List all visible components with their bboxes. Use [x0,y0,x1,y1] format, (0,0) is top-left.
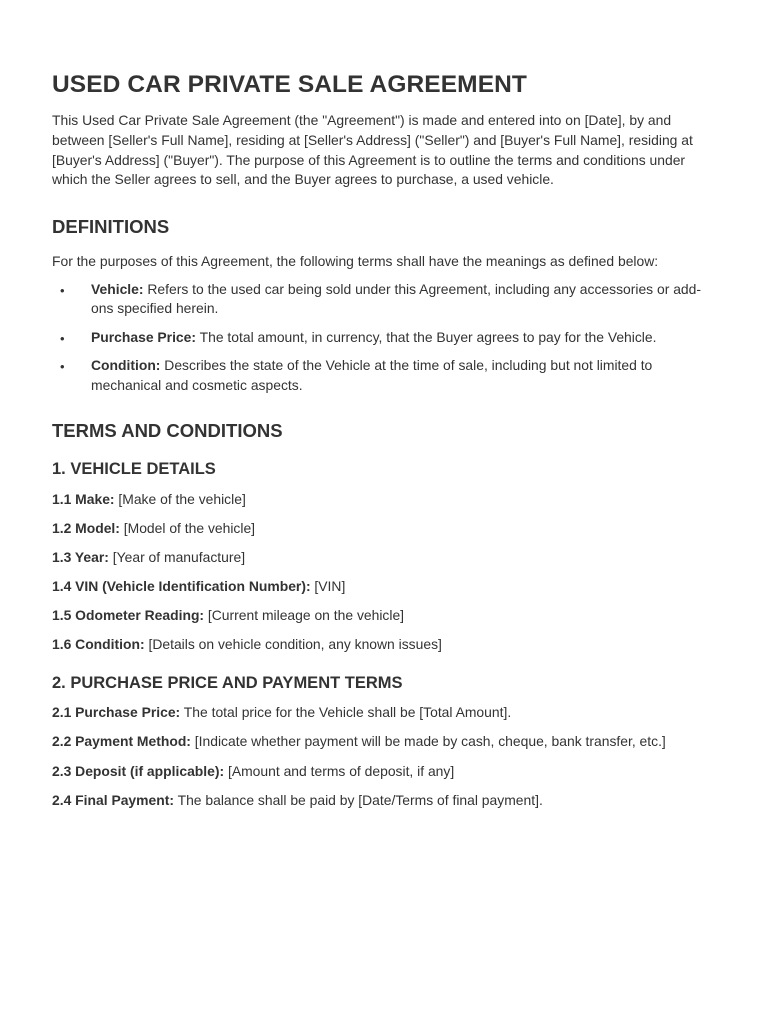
clause-item [52,606,718,626]
clause-item [52,635,718,655]
clause-item [52,762,718,782]
terms-heading: TERMS AND CONDITIONS [52,419,283,441]
intro-paragraph: This Used Car Private Sale Agreement (the "Agreement") is made and entered into on [Date], by and between [Seller's Full Name], residing at [Seller's Address] ("Seller") and [Buyer's Full Name], residing at [Buyer's Address] ("Buyer"). The purpose of this Agreement is to outline the terms and conditions under which the Seller agrees to sell, and the Buyer agrees to purchase, a used vehicle. [52,112,693,188]
clause-item [52,490,718,510]
clause-item [52,732,718,752]
definition-text: Describes the state of the Vehicle at the time of sale, including but not limited to mechanical and cosmetic aspects. [91,357,653,393]
clause-text: The balance shall be paid by [Date/Terms of final payment]. [173,791,543,808]
clause-text: [Current mileage on the vehicle] [204,606,405,623]
definition-term: Vehicle: [91,280,144,297]
bullet-icon: • [60,330,65,346]
clause-text: [Model of the vehicle] [119,519,256,536]
clause-label: 1.5 Odometer Reading: [52,606,205,623]
definitions-heading: DEFINITIONS [52,215,170,237]
clause-item [52,577,718,597]
section-heading-vehicle-details: 1. VEHICLE DETAILS [52,459,216,478]
bullet-icon: • [60,359,65,375]
clause-text: [Year of manufacture] [108,548,246,565]
definition-text: The total amount, in currency, that the Buyer agrees to pay for the Vehicle. [196,328,657,345]
clause-label: 2.4 Final Payment: [52,791,174,808]
definition-text: Refers to the used car being sold under this Agreement, including any accessories or add-ons specified herein. [91,280,701,317]
definition-item [52,356,718,395]
definition-item [52,328,718,348]
clause-item [52,519,718,539]
clause-text: [VIN] [310,577,346,594]
clause-text: The total price for the Vehicle shall be [Total Amount]. [180,704,512,721]
section-heading-purchase-price: 2. PURCHASE PRICE AND PAYMENT TERMS [52,673,403,692]
clause-item [52,791,718,811]
clause-text: [Amount and terms of deposit, if any] [224,762,455,779]
definition-term: Purchase Price: [91,328,197,345]
clause-text: [Indicate whether payment will be made by cash, cheque, bank transfer, etc.] [190,733,666,750]
clause-label: 2.2 Payment Method: [52,733,191,750]
clause-label: 2.1 Purchase Price: [52,704,181,721]
clause-label: 1.2 Model: [52,519,120,536]
document-title: USED CAR PRIVATE SALE AGREEMENT [52,71,527,98]
definition-term: Condition: [91,357,161,374]
clause-item [52,548,718,568]
clause-label: 1.4 VIN (Vehicle Identification Number): [52,577,311,594]
clause-label: 1.6 Condition: [52,635,145,652]
clause-label: 2.3 Deposit (if applicable): [52,762,225,779]
bullet-icon: • [60,282,65,298]
definitions-list [52,280,718,396]
clause-text: [Details on vehicle condition, any known issues] [144,635,442,652]
clause-text: [Make of the vehicle] [114,490,246,507]
clause-item [52,703,718,723]
definitions-intro: For the purposes of this Agreement, the following terms shall have the meanings as defined below: [52,252,659,269]
clause-label: 1.1 Make: [52,490,115,507]
clause-label: 1.3 Year: [52,548,109,565]
definition-item [52,280,718,319]
